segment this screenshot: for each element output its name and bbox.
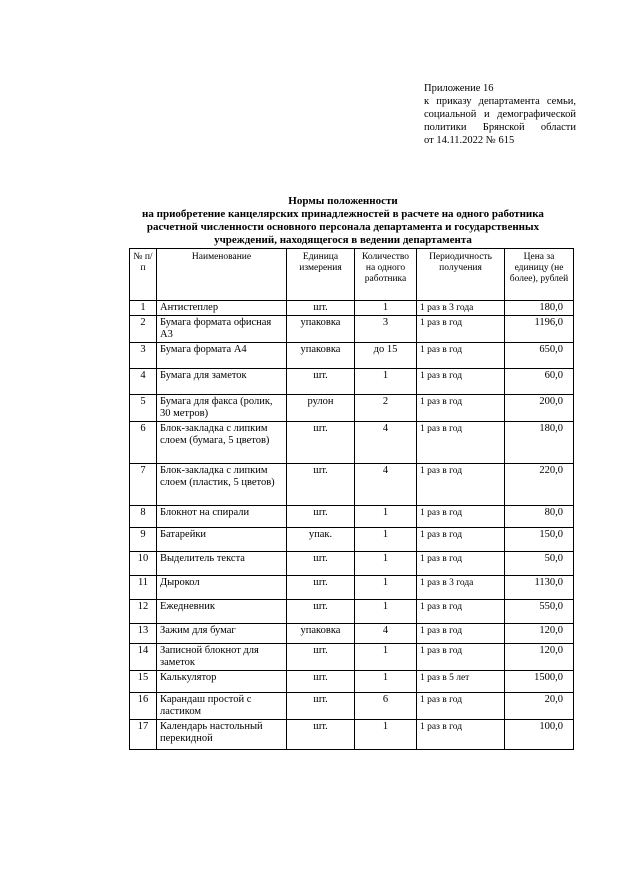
cell-num: 3 bbox=[130, 343, 157, 369]
cell-price: 120,0 bbox=[505, 624, 574, 644]
cell-price: 180,0 bbox=[505, 301, 574, 316]
cell-qty: 2 bbox=[355, 395, 417, 422]
cell-period: 1 раз в 5 лет bbox=[417, 671, 505, 693]
cell-price: 100,0 bbox=[505, 720, 574, 750]
cell-unit: шт. bbox=[287, 671, 355, 693]
table-row bbox=[130, 528, 574, 552]
cell-name: Блок-закладка с липким слоем (бумага, 5 цветов) bbox=[157, 422, 287, 464]
cell-period: 1 раз в год bbox=[417, 693, 505, 720]
table-header-row bbox=[130, 249, 574, 301]
cell-name: Выделитель текста bbox=[157, 552, 287, 576]
cell-period: 1 раз в год bbox=[417, 395, 505, 422]
cell-qty: 4 bbox=[355, 464, 417, 506]
cell-qty: 1 bbox=[355, 644, 417, 671]
cell-num: 6 bbox=[130, 422, 157, 464]
cell-price: 1130,0 bbox=[505, 576, 574, 600]
table-row bbox=[130, 316, 574, 343]
cell-price: 550,0 bbox=[505, 600, 574, 624]
cell-name: Карандаш простой с ластиком bbox=[157, 693, 287, 720]
table-row bbox=[130, 552, 574, 576]
cell-qty: 1 bbox=[355, 600, 417, 624]
cell-period: 1 раз в год bbox=[417, 720, 505, 750]
cell-num: 1 bbox=[130, 301, 157, 316]
cell-price: 650,0 bbox=[505, 343, 574, 369]
title-line: на приобретение канцелярских принадлежностей в расчете на одного работника bbox=[142, 208, 544, 220]
cell-price: 120,0 bbox=[505, 644, 574, 671]
cell-unit: упак. bbox=[287, 528, 355, 552]
cell-price: 1196,0 bbox=[505, 316, 574, 343]
cell-num: 17 bbox=[130, 720, 157, 750]
title-line: учреждений, находящегося в ведении департамента bbox=[214, 234, 472, 246]
cell-unit: шт. bbox=[287, 464, 355, 506]
cell-unit: шт. bbox=[287, 506, 355, 528]
cell-name: Бумага для заметок bbox=[157, 369, 287, 395]
table-row bbox=[130, 301, 574, 316]
table-row bbox=[130, 395, 574, 422]
cell-period: 1 раз в год bbox=[417, 343, 505, 369]
cell-name: Блок-закладка с липким слоем (пластик, 5 цветов) bbox=[157, 464, 287, 506]
cell-qty: 4 bbox=[355, 422, 417, 464]
annex-line: социальной и демографической bbox=[424, 109, 576, 120]
annex-line: Приложение 16 bbox=[424, 83, 494, 94]
cell-period: 1 раз в год bbox=[417, 316, 505, 343]
document-title bbox=[120, 195, 566, 247]
cell-unit: шт. bbox=[287, 600, 355, 624]
cell-period: 1 раз в год bbox=[417, 600, 505, 624]
annex-line: к приказу департамента семьи, bbox=[424, 96, 576, 107]
cell-qty: 1 bbox=[355, 506, 417, 528]
cell-name: Бумага формата А4 bbox=[157, 343, 287, 369]
cell-num: 10 bbox=[130, 552, 157, 576]
annex-line: от 14.11.2022 № 615 bbox=[424, 135, 515, 146]
cell-period: 1 раз в 3 года bbox=[417, 576, 505, 600]
cell-unit: упаковка bbox=[287, 316, 355, 343]
table-row bbox=[130, 506, 574, 528]
cell-price: 150,0 bbox=[505, 528, 574, 552]
cell-qty: 6 bbox=[355, 693, 417, 720]
cell-price: 60,0 bbox=[505, 369, 574, 395]
header-number: № п/п bbox=[130, 249, 157, 301]
table-row bbox=[130, 576, 574, 600]
cell-num: 16 bbox=[130, 693, 157, 720]
table-row bbox=[130, 343, 574, 369]
cell-num: 4 bbox=[130, 369, 157, 395]
cell-name: Калькулятор bbox=[157, 671, 287, 693]
cell-qty: до 15 bbox=[355, 343, 417, 369]
cell-price: 50,0 bbox=[505, 552, 574, 576]
cell-period: 1 раз в 3 года bbox=[417, 301, 505, 316]
cell-period: 1 раз в год bbox=[417, 464, 505, 506]
cell-unit: шт. bbox=[287, 552, 355, 576]
cell-period: 1 раз в год bbox=[417, 369, 505, 395]
cell-num: 5 bbox=[130, 395, 157, 422]
cell-qty: 4 bbox=[355, 624, 417, 644]
header-price: Цена за единицу (не более), рублей bbox=[505, 249, 574, 301]
annex-line: политики Брянской области bbox=[424, 122, 576, 133]
cell-name: Батарейки bbox=[157, 528, 287, 552]
cell-num: 14 bbox=[130, 644, 157, 671]
cell-period: 1 раз в год bbox=[417, 624, 505, 644]
header-name: Наименование bbox=[157, 249, 287, 301]
cell-num: 11 bbox=[130, 576, 157, 600]
cell-num: 7 bbox=[130, 464, 157, 506]
cell-num: 12 bbox=[130, 600, 157, 624]
cell-unit: упаковка bbox=[287, 343, 355, 369]
cell-name: Антистеплер bbox=[157, 301, 287, 316]
cell-unit: шт. bbox=[287, 301, 355, 316]
table-row bbox=[130, 600, 574, 624]
cell-price: 180,0 bbox=[505, 422, 574, 464]
cell-qty: 1 bbox=[355, 301, 417, 316]
cell-price: 1500,0 bbox=[505, 671, 574, 693]
cell-period: 1 раз в год bbox=[417, 422, 505, 464]
cell-name: Зажим для бумаг bbox=[157, 624, 287, 644]
cell-name: Бумага формата офисная А3 bbox=[157, 316, 287, 343]
cell-num: 15 bbox=[130, 671, 157, 693]
cell-period: 1 раз в год bbox=[417, 528, 505, 552]
table-row bbox=[130, 624, 574, 644]
cell-unit: шт. bbox=[287, 576, 355, 600]
cell-qty: 1 bbox=[355, 552, 417, 576]
table-row bbox=[130, 693, 574, 720]
cell-price: 220,0 bbox=[505, 464, 574, 506]
table-row bbox=[130, 644, 574, 671]
cell-unit: шт. bbox=[287, 422, 355, 464]
title-line: расчетной численности основного персонала департамента и государственных bbox=[146, 221, 540, 233]
cell-unit: шт. bbox=[287, 720, 355, 750]
cell-num: 9 bbox=[130, 528, 157, 552]
header-unit: Единица измерения bbox=[287, 249, 355, 301]
cell-qty: 1 bbox=[355, 528, 417, 552]
cell-num: 2 bbox=[130, 316, 157, 343]
cell-price: 80,0 bbox=[505, 506, 574, 528]
title-line: Нормы положенности bbox=[288, 195, 398, 207]
cell-name: Записной блокнот для заметок bbox=[157, 644, 287, 671]
cell-period: 1 раз в год bbox=[417, 506, 505, 528]
cell-num: 8 bbox=[130, 506, 157, 528]
cell-name: Блокнот на спирали bbox=[157, 506, 287, 528]
norms-table bbox=[129, 248, 574, 750]
cell-qty: 1 bbox=[355, 576, 417, 600]
cell-price: 20,0 bbox=[505, 693, 574, 720]
cell-qty: 1 bbox=[355, 720, 417, 750]
cell-unit: шт. bbox=[287, 693, 355, 720]
annex-block bbox=[424, 82, 576, 147]
header-quantity: Количество на одного работника bbox=[355, 249, 417, 301]
cell-period: 1 раз в год bbox=[417, 644, 505, 671]
cell-name: Ежедневник bbox=[157, 600, 287, 624]
table-row bbox=[130, 720, 574, 750]
cell-qty: 3 bbox=[355, 316, 417, 343]
table-row bbox=[130, 422, 574, 464]
cell-name: Бумага для факса (ролик, 30 метров) bbox=[157, 395, 287, 422]
table-row bbox=[130, 671, 574, 693]
cell-name: Календарь настольный перекидной bbox=[157, 720, 287, 750]
table-row bbox=[130, 369, 574, 395]
cell-qty: 1 bbox=[355, 369, 417, 395]
cell-name: Дырокол bbox=[157, 576, 287, 600]
cell-unit: шт. bbox=[287, 644, 355, 671]
cell-qty: 1 bbox=[355, 671, 417, 693]
cell-price: 200,0 bbox=[505, 395, 574, 422]
table-row bbox=[130, 464, 574, 506]
header-period: Периодичность получения bbox=[417, 249, 505, 301]
table-body bbox=[130, 301, 574, 750]
cell-unit: рулон bbox=[287, 395, 355, 422]
cell-period: 1 раз в год bbox=[417, 552, 505, 576]
cell-unit: шт. bbox=[287, 369, 355, 395]
cell-num: 13 bbox=[130, 624, 157, 644]
cell-unit: упаковка bbox=[287, 624, 355, 644]
